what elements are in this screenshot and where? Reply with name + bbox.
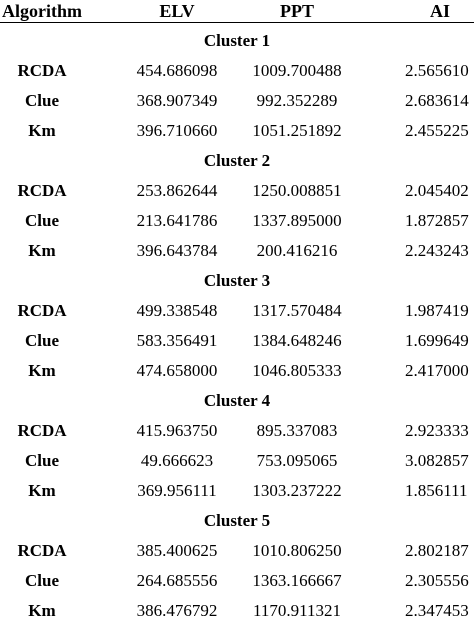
algorithm-cell: RCDA — [17, 61, 67, 80]
ai-cell: 1.872857 — [405, 211, 469, 230]
ppt-cell: 1363.166667 — [252, 571, 342, 590]
table-row — [0, 206, 474, 236]
table-row — [0, 86, 474, 116]
table-row — [0, 296, 474, 326]
cluster-title: Cluster 4 — [203, 391, 271, 410]
elv-cell: 386.476792 — [136, 601, 218, 620]
elv-cell: 396.643784 — [136, 241, 218, 260]
table-row — [0, 236, 474, 266]
algorithm-cell: RCDA — [17, 421, 67, 440]
ai-cell: 2.565610 — [405, 61, 469, 80]
algorithm-cell: Clue — [25, 331, 59, 350]
ai-cell: 2.045402 — [405, 181, 469, 200]
algorithm-cell: Clue — [25, 451, 59, 470]
ppt-cell: 1010.806250 — [252, 541, 342, 560]
algorithm-cell: Clue — [25, 91, 59, 110]
cluster-title: Cluster 3 — [203, 271, 271, 290]
algorithm-cell: Km — [28, 241, 56, 260]
algorithm-cell: Km — [28, 601, 56, 620]
header-ai: AI — [430, 1, 451, 21]
table-row — [0, 536, 474, 566]
ppt-cell: 753.095065 — [256, 451, 338, 470]
elv-cell: 264.685556 — [136, 571, 218, 590]
algorithm-cell: RCDA — [17, 541, 67, 560]
ppt-cell: 1303.237222 — [252, 481, 342, 500]
ai-cell: 1.699649 — [405, 331, 469, 350]
ppt-cell: 1009.700488 — [252, 61, 342, 80]
table-row — [0, 116, 474, 146]
table-row — [0, 176, 474, 206]
ppt-cell: 1046.805333 — [252, 361, 342, 380]
ppt-cell: 200.416216 — [256, 241, 338, 260]
elv-cell: 49.666623 — [140, 451, 214, 470]
elv-cell: 253.862644 — [136, 181, 218, 200]
ai-cell: 1.856111 — [405, 481, 468, 500]
algorithm-cell: RCDA — [17, 181, 67, 200]
table-row — [0, 566, 474, 596]
ai-cell: 2.455225 — [405, 121, 469, 140]
ai-cell: 2.347453 — [405, 601, 469, 620]
table-row — [0, 416, 474, 446]
elv-cell: 369.956111 — [137, 481, 217, 500]
cluster-title: Cluster 5 — [203, 511, 271, 530]
table-row — [0, 326, 474, 356]
ai-cell: 2.923333 — [405, 421, 469, 440]
algorithm-cell: RCDA — [17, 301, 67, 320]
header-ppt: PPT — [280, 1, 314, 21]
algorithm-cell: Clue — [25, 571, 59, 590]
header-rule — [0, 22, 474, 23]
ai-cell: 2.243243 — [405, 241, 469, 260]
table-row — [0, 476, 474, 506]
cluster-title: Cluster 2 — [203, 151, 271, 170]
elv-cell: 213.641786 — [136, 211, 218, 230]
elv-cell: 474.658000 — [136, 361, 218, 380]
ppt-cell: 895.337083 — [256, 421, 338, 440]
ppt-cell: 1051.251892 — [252, 121, 342, 140]
elv-cell: 415.963750 — [136, 421, 218, 440]
table-row — [0, 356, 474, 386]
table-row — [0, 56, 474, 86]
elv-cell: 499.338548 — [136, 301, 218, 320]
ppt-cell: 1337.895000 — [252, 211, 342, 230]
algorithm-cell: Km — [28, 361, 56, 380]
ai-cell: 2.802187 — [405, 541, 469, 560]
header-algorithm: Algorithm — [2, 1, 82, 21]
ai-cell: 2.683614 — [405, 91, 469, 110]
table-row — [0, 596, 474, 626]
algorithm-cell: Km — [28, 121, 56, 140]
ai-cell: 2.305556 — [405, 571, 469, 590]
ppt-cell: 1317.570484 — [252, 301, 342, 320]
ppt-cell: 992.352289 — [256, 91, 338, 110]
ppt-cell: 1384.648246 — [252, 331, 342, 350]
algorithm-cell: Clue — [25, 211, 59, 230]
header-elv: ELV — [159, 1, 195, 21]
ppt-cell: 1250.008851 — [252, 181, 342, 200]
cluster-title: Cluster 1 — [203, 31, 271, 50]
elv-cell: 583.356491 — [136, 331, 218, 350]
elv-cell: 368.907349 — [136, 91, 218, 110]
elv-cell: 385.400625 — [136, 541, 218, 560]
ai-cell: 2.417000 — [405, 361, 469, 380]
ppt-cell: 1170.911321 — [253, 601, 341, 620]
ai-cell: 3.082857 — [405, 451, 469, 470]
ai-cell: 1.987419 — [405, 301, 469, 320]
table-row — [0, 446, 474, 476]
algorithm-cell: Km — [28, 481, 56, 500]
elv-cell: 396.710660 — [136, 121, 218, 140]
elv-cell: 454.686098 — [136, 61, 218, 80]
